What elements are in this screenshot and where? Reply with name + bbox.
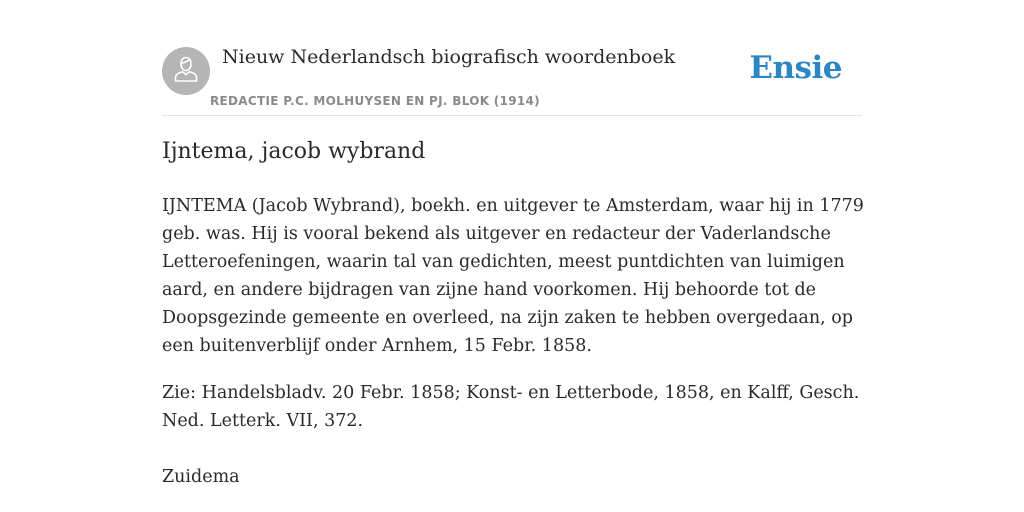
- user-silhouette-icon: [173, 55, 199, 88]
- source-title[interactable]: Nieuw Nederlandsch biografisch woordenboek: [222, 46, 676, 68]
- source-avatar[interactable]: [162, 47, 210, 95]
- source-header: [162, 40, 862, 116]
- source-editors: REDACTIE P.C. MOLHUYSEN EN PJ. BLOK (1914): [210, 94, 540, 108]
- article-author: Zuidema: [162, 467, 240, 487]
- ensie-logo[interactable]: Ensie: [749, 50, 842, 86]
- article-references: Zie: Handelsbladv. 20 Febr. 1858; Konst- en Letterbode, 1858, en Kalff, Gesch. Ned. Letterk. VII, 372.: [162, 383, 860, 431]
- article-title: Ijntema, jacob wybrand: [162, 139, 426, 164]
- article-paragraph: IJNTEMA (Jacob Wybrand), boekh. en uitgever te Amsterdam, waar hij in 1779 geb. was. Hij is vooral bekend als uitgever en redacteur der Vaderlandsche Letteroefeningen, waarin tal van gedichten, meest puntdichten van luimigen aard, en andere bijdragen van zijne hand voorkomen. Hij behoorde tot de Doopsgezinde gemeente en overleed, na zijn zaken te hebben overgedaan, op een buitenverblijf onder Arnhem, 15 Febr. 1858.: [162, 196, 864, 356]
